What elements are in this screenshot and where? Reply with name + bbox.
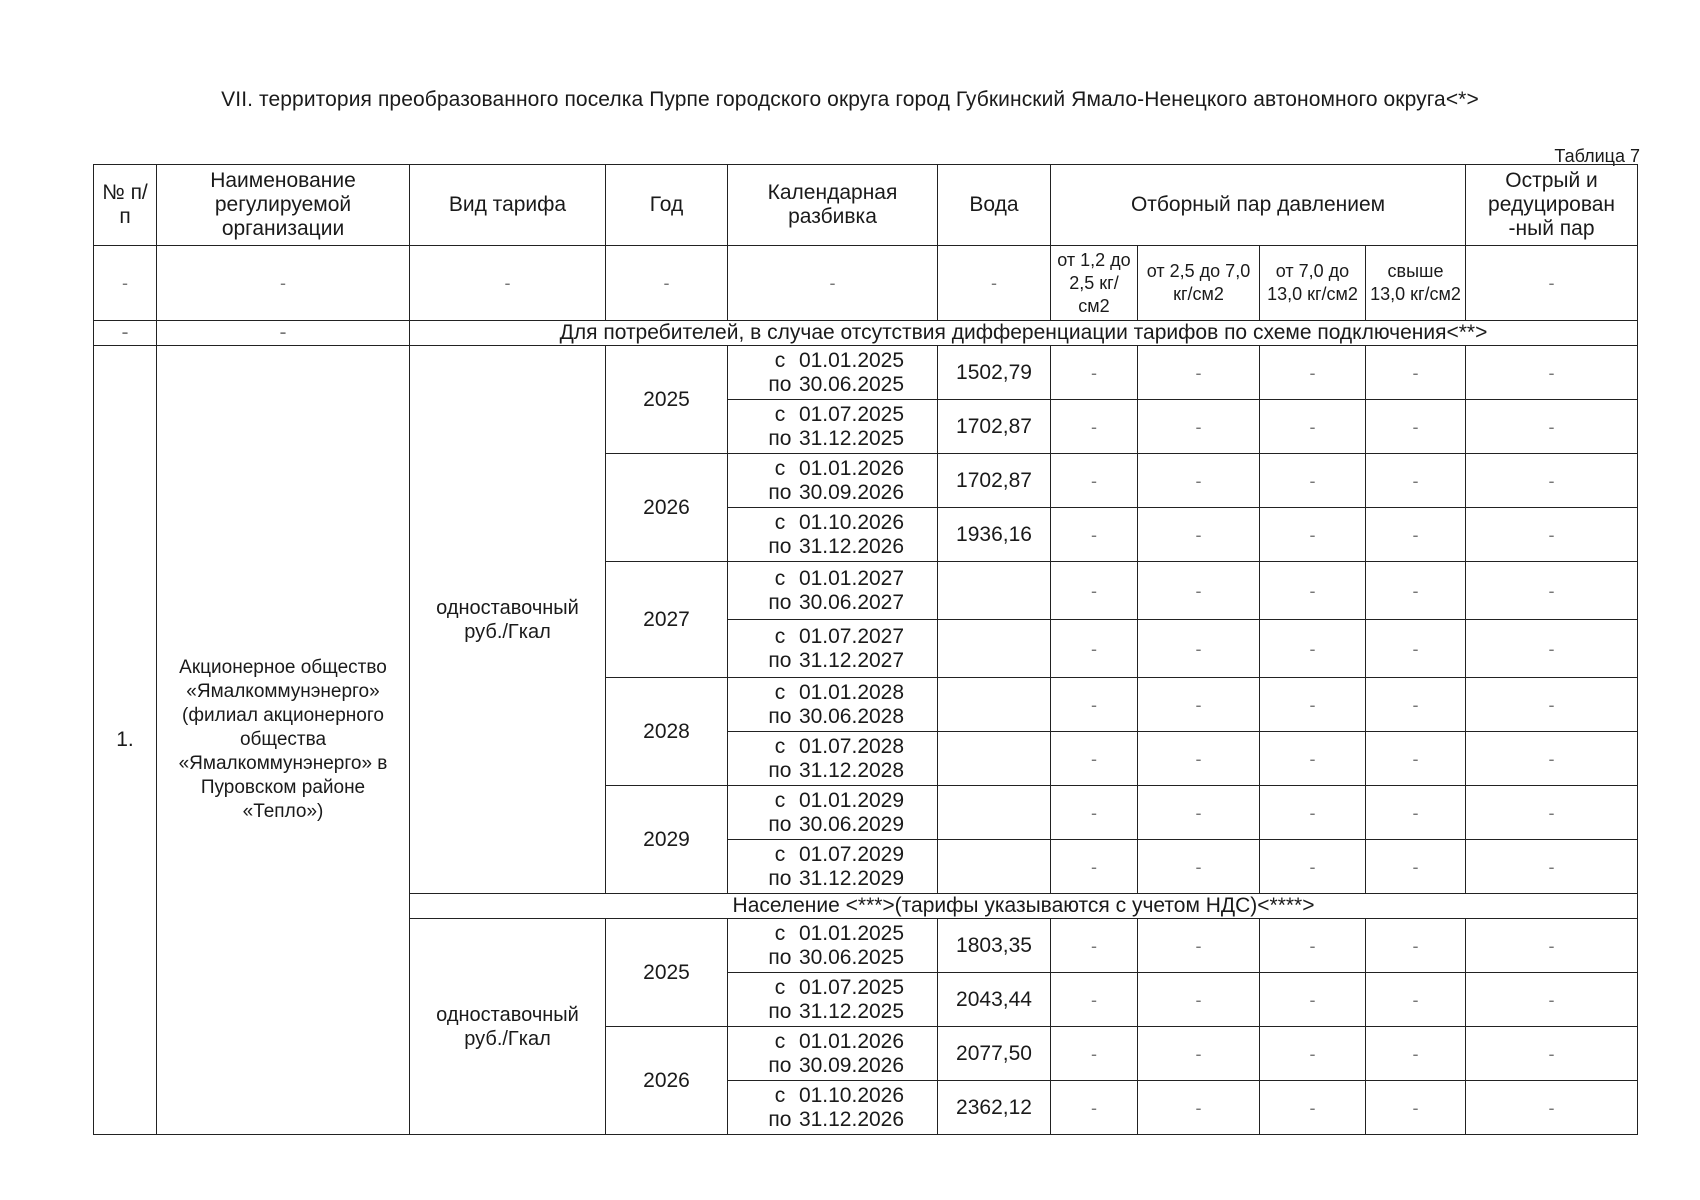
section-dash: - bbox=[94, 321, 157, 346]
water-tariff-value: 2362,12 bbox=[938, 1081, 1051, 1135]
from-label: с bbox=[774, 566, 786, 590]
empty-value-dash: - bbox=[1466, 1081, 1638, 1135]
empty-value-dash: - bbox=[1138, 786, 1260, 840]
empty-value-dash: - bbox=[1466, 840, 1638, 894]
period-to-date: 31.12.2027 bbox=[798, 648, 905, 672]
from-label: с bbox=[774, 921, 786, 945]
empty-value-dash: - bbox=[1260, 840, 1366, 894]
calendar-period bbox=[728, 346, 938, 400]
to-label: по bbox=[768, 945, 792, 969]
calendar-period bbox=[728, 678, 938, 732]
from-label: с bbox=[774, 842, 786, 866]
from-label: с bbox=[774, 975, 786, 999]
calendar-period bbox=[728, 454, 938, 508]
empty-value-dash: - bbox=[1138, 919, 1260, 973]
empty-value-dash: - bbox=[1138, 1027, 1260, 1081]
water-tariff-value: 2077,50 bbox=[938, 1027, 1051, 1081]
period-to-date: 31.12.2026 bbox=[798, 1107, 905, 1131]
period-to-date: 30.09.2026 bbox=[798, 480, 905, 504]
period-to-date: 31.12.2025 bbox=[798, 999, 905, 1023]
empty-value-dash: - bbox=[1051, 562, 1138, 620]
to-label: по bbox=[768, 590, 792, 614]
year-cell: 2026 bbox=[606, 454, 728, 562]
subheader-row bbox=[94, 246, 1638, 321]
empty-value-dash: - bbox=[1051, 400, 1138, 454]
empty-value-dash: - bbox=[1466, 400, 1638, 454]
empty-value-dash: - bbox=[1260, 919, 1366, 973]
period-to-date: 31.12.2025 bbox=[798, 426, 905, 450]
to-label: по bbox=[768, 534, 792, 558]
empty-value-dash: - bbox=[1366, 1081, 1466, 1135]
empty-value-dash: - bbox=[1260, 400, 1366, 454]
year-cell: 2026 bbox=[606, 1027, 728, 1135]
period-to-date: 30.06.2029 bbox=[798, 812, 905, 836]
empty-value-dash: - bbox=[1466, 562, 1638, 620]
from-label: с bbox=[774, 1029, 786, 1053]
empty-value-dash: - bbox=[1260, 562, 1366, 620]
water-tariff-value bbox=[938, 840, 1051, 894]
empty-value-dash: - bbox=[1138, 454, 1260, 508]
header-pressure-2: от 2,5 до 7,0 кг/см2 bbox=[1138, 246, 1260, 321]
water-tariff-value bbox=[938, 620, 1051, 678]
empty-value-dash: - bbox=[1260, 508, 1366, 562]
empty-value-dash: - bbox=[1051, 508, 1138, 562]
to-label: по bbox=[768, 812, 792, 836]
subheader-dash: - bbox=[94, 246, 157, 321]
empty-value-dash: - bbox=[1366, 346, 1466, 400]
water-tariff-value: 1502,79 bbox=[938, 346, 1051, 400]
period-to-date: 31.12.2028 bbox=[798, 758, 905, 782]
water-tariff-value bbox=[938, 732, 1051, 786]
empty-value-dash: - bbox=[1138, 346, 1260, 400]
section-title-population: Население <***>(тарифы указываются с учетом НДС)<****> bbox=[410, 894, 1638, 919]
empty-value-dash: - bbox=[1138, 840, 1260, 894]
water-tariff-value: 2043,44 bbox=[938, 973, 1051, 1027]
water-tariff-value bbox=[938, 678, 1051, 732]
water-tariff-value bbox=[938, 786, 1051, 840]
subheader-dash: - bbox=[938, 246, 1051, 321]
period-from-date: 01.01.2026 bbox=[798, 456, 905, 480]
header-no: № п/п bbox=[94, 165, 157, 246]
empty-value-dash: - bbox=[1138, 562, 1260, 620]
to-label: по bbox=[768, 758, 792, 782]
subheader-dash: - bbox=[606, 246, 728, 321]
header-year: Год bbox=[606, 165, 728, 246]
empty-value-dash: - bbox=[1366, 732, 1466, 786]
subheader-dash: - bbox=[1466, 246, 1638, 321]
empty-value-dash: - bbox=[1466, 678, 1638, 732]
empty-value-dash: - bbox=[1366, 454, 1466, 508]
header-steam: Отборный пар давлением bbox=[1051, 165, 1466, 246]
from-label: с bbox=[774, 624, 786, 648]
water-tariff-value: 1936,16 bbox=[938, 508, 1051, 562]
from-label: с bbox=[774, 734, 786, 758]
header-pressure-3: от 7,0 до 13,0 кг/см2 bbox=[1260, 246, 1366, 321]
year-cell: 2028 bbox=[606, 678, 728, 786]
to-label: по bbox=[768, 1053, 792, 1077]
water-tariff-value: 1702,87 bbox=[938, 400, 1051, 454]
calendar-period bbox=[728, 973, 938, 1027]
empty-value-dash: - bbox=[1366, 840, 1466, 894]
empty-value-dash: - bbox=[1051, 346, 1138, 400]
empty-value-dash: - bbox=[1466, 454, 1638, 508]
period-to-date: 30.06.2025 bbox=[798, 372, 905, 396]
section-row-consumers bbox=[94, 321, 1638, 346]
organization-name: Акционерное общество «Ямалкоммунэнерго» (филиал акционерного общества «Ямалкоммунэнерго» в Пуровском районе «Тепло») bbox=[157, 346, 410, 1135]
to-label: по bbox=[768, 1107, 792, 1131]
header-sharp-steam: Острый и редуцирован -ный пар bbox=[1466, 165, 1638, 246]
header-pressure-1: от 1,2 до 2,5 кг/см2 bbox=[1051, 246, 1138, 321]
empty-value-dash: - bbox=[1366, 973, 1466, 1027]
year-cell: 2025 bbox=[606, 919, 728, 1027]
period-from-date: 01.07.2025 bbox=[798, 402, 905, 426]
water-tariff-value bbox=[938, 562, 1051, 620]
period-from-date: 01.01.2027 bbox=[798, 566, 905, 590]
to-label: по bbox=[768, 704, 792, 728]
empty-value-dash: - bbox=[1138, 973, 1260, 1027]
empty-value-dash: - bbox=[1138, 732, 1260, 786]
tariff-type: одноставочный руб./Гкал bbox=[410, 919, 606, 1135]
period-to-date: 31.12.2026 bbox=[798, 534, 905, 558]
year-cell: 2027 bbox=[606, 562, 728, 678]
period-from-date: 01.01.2028 bbox=[798, 680, 905, 704]
empty-value-dash: - bbox=[1138, 508, 1260, 562]
calendar-period bbox=[728, 620, 938, 678]
empty-value-dash: - bbox=[1366, 400, 1466, 454]
to-label: по bbox=[768, 866, 792, 890]
row-number: 1. bbox=[94, 346, 157, 1135]
year-cell: 2025 bbox=[606, 346, 728, 454]
period-from-date: 01.07.2027 bbox=[798, 624, 905, 648]
empty-value-dash: - bbox=[1051, 1081, 1138, 1135]
empty-value-dash: - bbox=[1260, 1081, 1366, 1135]
to-label: по bbox=[768, 648, 792, 672]
period-from-date: 01.01.2025 bbox=[798, 921, 905, 945]
empty-value-dash: - bbox=[1051, 840, 1138, 894]
empty-value-dash: - bbox=[1051, 1027, 1138, 1081]
empty-value-dash: - bbox=[1138, 400, 1260, 454]
period-to-date: 31.12.2029 bbox=[798, 866, 905, 890]
calendar-period bbox=[728, 1081, 938, 1135]
header-calendar: Календарная разбивка bbox=[728, 165, 938, 246]
calendar-period bbox=[728, 840, 938, 894]
calendar-period bbox=[728, 919, 938, 973]
empty-value-dash: - bbox=[1466, 620, 1638, 678]
header-pressure-4: свыше 13,0 кг/см2 bbox=[1366, 246, 1466, 321]
from-label: с bbox=[774, 510, 786, 534]
period-from-date: 01.10.2026 bbox=[798, 510, 905, 534]
empty-value-dash: - bbox=[1466, 973, 1638, 1027]
empty-value-dash: - bbox=[1366, 786, 1466, 840]
to-label: по bbox=[768, 372, 792, 396]
calendar-period bbox=[728, 400, 938, 454]
from-label: с bbox=[774, 456, 786, 480]
from-label: с bbox=[774, 348, 786, 372]
empty-value-dash: - bbox=[1051, 620, 1138, 678]
year-cell: 2029 bbox=[606, 786, 728, 894]
empty-value-dash: - bbox=[1466, 508, 1638, 562]
period-from-date: 01.10.2026 bbox=[798, 1083, 905, 1107]
empty-value-dash: - bbox=[1366, 508, 1466, 562]
header-tariff-type: Вид тарифа bbox=[410, 165, 606, 246]
empty-value-dash: - bbox=[1138, 620, 1260, 678]
empty-value-dash: - bbox=[1366, 620, 1466, 678]
empty-value-dash: - bbox=[1260, 620, 1366, 678]
empty-value-dash: - bbox=[1051, 678, 1138, 732]
empty-value-dash: - bbox=[1051, 454, 1138, 508]
empty-value-dash: - bbox=[1260, 786, 1366, 840]
to-label: по bbox=[768, 426, 792, 450]
empty-value-dash: - bbox=[1466, 919, 1638, 973]
empty-value-dash: - bbox=[1466, 1027, 1638, 1081]
empty-value-dash: - bbox=[1366, 562, 1466, 620]
period-from-date: 01.07.2025 bbox=[798, 975, 905, 999]
period-from-date: 01.01.2025 bbox=[798, 348, 905, 372]
empty-value-dash: - bbox=[1260, 678, 1366, 732]
period-to-date: 30.06.2027 bbox=[798, 590, 905, 614]
water-tariff-value: 1803,35 bbox=[938, 919, 1051, 973]
period-from-date: 01.07.2028 bbox=[798, 734, 905, 758]
calendar-period bbox=[728, 732, 938, 786]
section-dash: - bbox=[157, 321, 410, 346]
empty-value-dash: - bbox=[1466, 732, 1638, 786]
period-from-date: 01.01.2026 bbox=[798, 1029, 905, 1053]
header-organization: Наименование регулируемой организации bbox=[157, 165, 410, 246]
subheader-dash: - bbox=[157, 246, 410, 321]
empty-value-dash: - bbox=[1138, 678, 1260, 732]
empty-value-dash: - bbox=[1366, 1027, 1466, 1081]
tariff-row bbox=[94, 346, 1638, 400]
empty-value-dash: - bbox=[1466, 786, 1638, 840]
subheader-dash: - bbox=[728, 246, 938, 321]
empty-value-dash: - bbox=[1466, 346, 1638, 400]
section-title-consumers: Для потребителей, в случае отсутствия дифференциации тарифов по схеме подключения<**> bbox=[410, 321, 1638, 346]
water-tariff-value: 1702,87 bbox=[938, 454, 1051, 508]
period-to-date: 30.06.2028 bbox=[798, 704, 905, 728]
to-label: по bbox=[768, 999, 792, 1023]
period-to-date: 30.06.2025 bbox=[798, 945, 905, 969]
from-label: с bbox=[774, 680, 786, 704]
header-row bbox=[94, 165, 1638, 246]
from-label: с bbox=[774, 402, 786, 426]
empty-value-dash: - bbox=[1260, 732, 1366, 786]
empty-value-dash: - bbox=[1260, 346, 1366, 400]
empty-value-dash: - bbox=[1260, 454, 1366, 508]
empty-value-dash: - bbox=[1051, 786, 1138, 840]
to-label: по bbox=[768, 480, 792, 504]
from-label: с bbox=[774, 788, 786, 812]
calendar-period bbox=[728, 1027, 938, 1081]
empty-value-dash: - bbox=[1138, 1081, 1260, 1135]
empty-value-dash: - bbox=[1260, 1027, 1366, 1081]
table-number-label: Таблица 7 bbox=[1554, 146, 1640, 166]
document-title: VII. территория преобразованного поселка Пурпе городского округа город Губкинский Ямало-Ненецкого автономного округа<*> bbox=[221, 88, 1479, 111]
tariff-table bbox=[93, 164, 1638, 1135]
empty-value-dash: - bbox=[1051, 919, 1138, 973]
empty-value-dash: - bbox=[1366, 678, 1466, 732]
period-from-date: 01.07.2029 bbox=[798, 842, 905, 866]
empty-value-dash: - bbox=[1051, 732, 1138, 786]
empty-value-dash: - bbox=[1366, 919, 1466, 973]
period-from-date: 01.01.2029 bbox=[798, 788, 905, 812]
calendar-period bbox=[728, 786, 938, 840]
calendar-period bbox=[728, 508, 938, 562]
subheader-dash: - bbox=[410, 246, 606, 321]
period-to-date: 30.09.2026 bbox=[798, 1053, 905, 1077]
header-water: Вода bbox=[938, 165, 1051, 246]
empty-value-dash: - bbox=[1260, 973, 1366, 1027]
calendar-period bbox=[728, 562, 938, 620]
tariff-type: одноставочный руб./Гкал bbox=[410, 346, 606, 894]
from-label: с bbox=[774, 1083, 786, 1107]
empty-value-dash: - bbox=[1051, 973, 1138, 1027]
